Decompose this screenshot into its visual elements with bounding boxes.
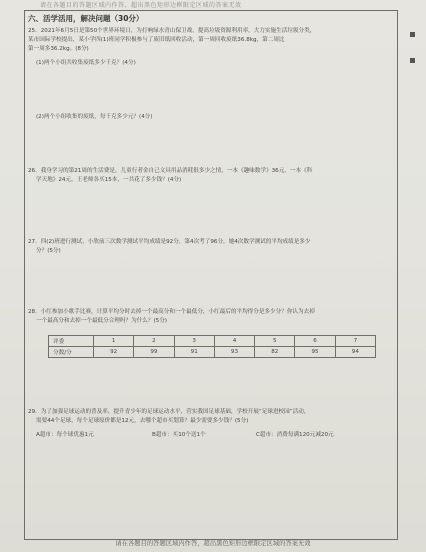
question-28-line: 28．小红参加小歌手比赛，计算平均分时去掉一个最高分和一个最低分，小红最后的平均得分是多少分？你认为去掉 — [28, 309, 315, 315]
score-table — [48, 335, 376, 358]
question-29 — [28, 408, 394, 426]
page-footer: 请在各题目的答题区域内作答，超出黑色矩形边框限定区域的答案无效 — [115, 540, 311, 547]
header-strip: 请在各题目的答题区域内作答，超出黑色矩形边框限定区域的答案无效 — [40, 2, 242, 8]
table-cell: 99 — [134, 347, 174, 358]
table-cell: 3 — [174, 336, 214, 347]
table-cell: 1 — [94, 336, 134, 347]
option-a: A超市：每个球优惠1元 — [36, 432, 94, 438]
table-cell: 94 — [335, 347, 375, 358]
question-26 — [28, 167, 394, 185]
question-25-part-2: (2)两个小组收集的废纸，每千克多少元？(4分) — [36, 114, 153, 120]
question-26-line: 26．我身学习的第21周的生活费是，儿童行者金自己文具用品消耗很多少之情，一本《趣味数学》36元，一本《科 — [28, 168, 313, 174]
question-27 — [28, 238, 394, 256]
table-header-label: 评委 — [49, 336, 94, 347]
table-row-judges — [49, 336, 376, 347]
question-27-line: 27．四(2)班进行测试，小欣前三次数学测试平均成绩是92分，第4次考了96分，她4次数学测试的平均成绩是多少 — [28, 239, 311, 245]
table-row-scores — [49, 347, 376, 358]
table-cell: 7 — [335, 336, 375, 347]
table-cell: 4 — [214, 336, 254, 347]
table-cell: 6 — [295, 336, 335, 347]
question-25-line: 第一周多36.2kg。(8分) — [28, 46, 89, 52]
margin-mark-bottom — [410, 58, 415, 63]
option-b: B超市：买10个送1个 — [152, 432, 206, 438]
question-25-part-1: (1)两个小组共收集废纸多少千克？(4分) — [36, 60, 136, 66]
question-26-line: 学天地》24元，王老师各买15本，一共花了多少钱？(4分) — [36, 177, 182, 183]
table-cell: 93 — [214, 347, 254, 358]
margin-mark-top — [410, 32, 415, 37]
section-title: 六、活学活用，解决问题（30分） — [28, 14, 144, 23]
table-cell: 91 — [174, 347, 214, 358]
table-cell: 92 — [94, 347, 134, 358]
question-28-line: 一个最高分和去掉一个最低分合理吗？为什么？(5分) — [36, 318, 167, 324]
question-25 — [28, 27, 394, 54]
question-28 — [28, 308, 394, 326]
table-row-label: 分数/分 — [49, 347, 94, 358]
table-cell: 82 — [255, 347, 295, 358]
question-25-line: 某市国际学校提出，某小学四(1)班同学积极参与了废旧纸回收活动，第一周回收废纸36.8kg，第二周比 — [28, 37, 285, 43]
question-27-line: 分？(5分) — [36, 248, 61, 254]
question-25-line: 25．2021年6月5日是第50个世界环境日，为打响绿水青山保卫战，提高垃圾资源利用率，大力实施生活垃圾分类， — [28, 28, 316, 34]
table-cell: 2 — [134, 336, 174, 347]
question-29-line: 需要44个足球，每个足球原价都是12元，去哪个超市买划算？最少需要多少钱？(5分) — [36, 418, 249, 424]
table-cell: 95 — [295, 347, 335, 358]
option-c: C超市：消费每满120元减20元 — [256, 432, 334, 438]
question-29-line: 29．为了加强足球运动的普及率，提升青少年的足球运动水平，营实我国足球基础，学校开展“足球进校园”活动， — [28, 409, 310, 415]
table-cell: 5 — [255, 336, 295, 347]
answer-frame — [24, 10, 398, 540]
